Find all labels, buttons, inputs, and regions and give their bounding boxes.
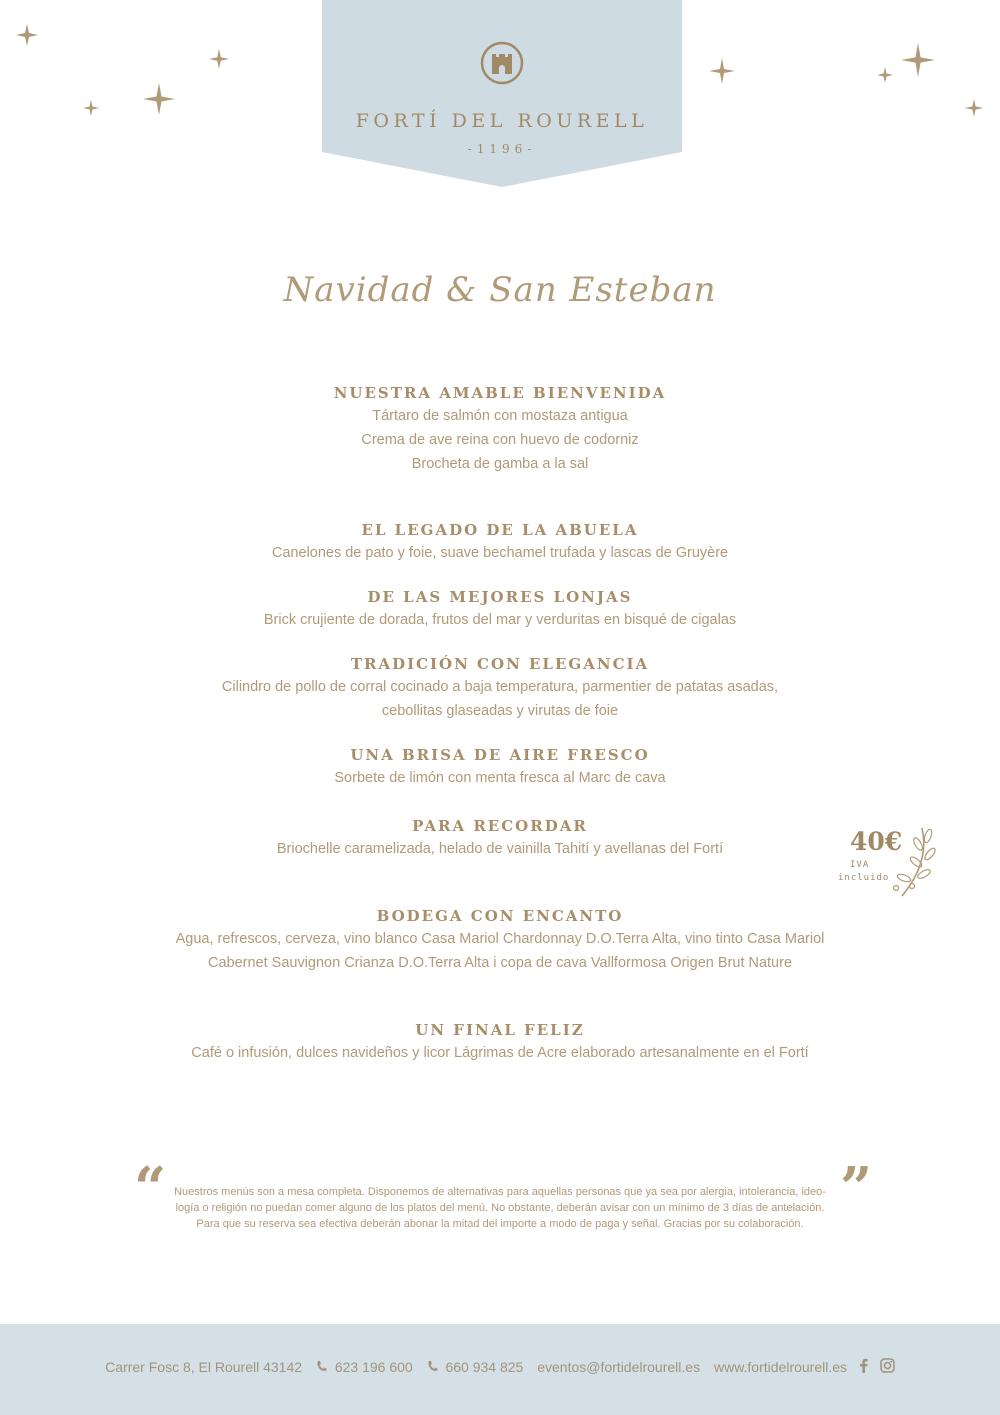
phone-link[interactable]: 660 934 825 bbox=[445, 1359, 524, 1376]
dish-line: cebollitas glaseadas y virutas de foie bbox=[381, 703, 619, 719]
price-tax-label: incluido bbox=[838, 873, 890, 883]
note-line: logía o religión no puedan comer alguno de los platos del menú. No obstante, deberán avisar con un mínimo de 3 días de antelación. bbox=[175, 1202, 825, 1214]
facebook-icon[interactable] bbox=[859, 1358, 868, 1376]
course-heading: EL LEGADO DE LA ABUELA bbox=[361, 521, 639, 539]
course-section bbox=[0, 519, 1000, 565]
star-icon bbox=[876, 66, 894, 84]
course-heading: BODEGA CON ENCANTO bbox=[376, 907, 624, 925]
phone-icon bbox=[316, 1359, 327, 1375]
dish-line: Crema de ave reina con huevo de codorniz bbox=[361, 432, 639, 448]
course-section bbox=[0, 653, 1000, 723]
star-icon bbox=[82, 99, 100, 117]
dish-line: Sorbete de limón con menta fresca al Marc de cava bbox=[334, 770, 666, 786]
website-link[interactable]: www.fortidelrourell.es bbox=[713, 1359, 848, 1376]
dish-line: Brocheta de gamba a la sal bbox=[411, 456, 589, 472]
contact-footer bbox=[0, 1324, 1000, 1415]
course-heading: TRADICIÓN CON ELEGANCIA bbox=[350, 655, 650, 673]
dish-line: Cabernet Sauvignon Crianza D.O.Terra Alta i copa de cava Vallformosa Origen Brut Nature bbox=[207, 955, 793, 971]
dish-line: Agua, refrescos, cerveza, vino blanco Casa Mariol Chardonnay D.O.Terra Alta, vino tinto Casa Mariol bbox=[175, 931, 825, 947]
instagram-icon[interactable] bbox=[880, 1358, 895, 1376]
star-icon bbox=[708, 57, 736, 85]
dish-line: Brick crujiente de dorada, frutos del mar y verduritas en bisqué de cigalas bbox=[263, 612, 737, 628]
founding-year: -1196- bbox=[467, 142, 537, 156]
phone-icon bbox=[427, 1359, 438, 1375]
dish-line: Tártaro de salmón con mostaza antigua bbox=[372, 408, 628, 424]
course-section bbox=[0, 905, 1000, 975]
phone-link[interactable]: 623 196 600 bbox=[334, 1359, 413, 1376]
dish-line: Canelones de pato y foie, suave bechamel trufada y lascas de Gruyère bbox=[271, 545, 729, 561]
course-heading: NUESTRA AMABLE BIENVENIDA bbox=[333, 384, 667, 402]
email-link[interactable]: eventos@fortidelrourell.es bbox=[537, 1359, 701, 1376]
price-amount: 40€ bbox=[850, 827, 903, 856]
brand-name: FORTÍ DEL ROURELL bbox=[355, 110, 649, 132]
course-section bbox=[0, 586, 1000, 632]
star-icon bbox=[900, 42, 936, 78]
course-heading: DE LAS MEJORES LONJAS bbox=[367, 588, 633, 606]
price-badge bbox=[832, 822, 942, 902]
note-line: Para que su reserva sea efectiva deberán abonar la mitad del importe a modo de paga y señal. Gracias por su colaboración. bbox=[196, 1218, 804, 1230]
course-section bbox=[0, 382, 1000, 476]
course-section bbox=[0, 1019, 1000, 1065]
star-icon bbox=[14, 22, 40, 48]
star-icon bbox=[142, 82, 176, 116]
note-line: Nuestros menús son a mesa completa. Disponemos de alternativas para aquellas personas que ya sea por alergia, intolerancia, ideo- bbox=[174, 1186, 826, 1198]
price-tax-label: IVA bbox=[850, 860, 870, 870]
course-section bbox=[0, 744, 1000, 790]
star-icon bbox=[208, 48, 230, 70]
address: Carrer Fosc 8, El Rourell 43142 bbox=[105, 1359, 303, 1376]
olive-branch-icon bbox=[884, 822, 940, 902]
open-quote-icon: “ bbox=[134, 1155, 167, 1221]
course-heading: UN FINAL FELIZ bbox=[415, 1021, 585, 1039]
dish-line: Briochelle caramelizada, helado de vainilla Tahití y avellanas del Fortí bbox=[276, 841, 724, 857]
course-heading: PARA RECORDAR bbox=[412, 817, 588, 835]
reservation-note bbox=[165, 1184, 835, 1232]
course-heading: UNA BRISA DE AIRE FRESCO bbox=[350, 746, 650, 764]
dish-line: Café o infusión, dulces navideños y licor Lágrimas de Acre elaborado artesanalmente en el Fortí bbox=[191, 1045, 809, 1061]
close-quote-icon: ” bbox=[840, 1155, 873, 1221]
menu-title: Navidad & San Esteban bbox=[283, 270, 717, 310]
dish-line: Cilindro de pollo de corral cocinado a baja temperatura, parmentier de patatas asadas, bbox=[221, 679, 779, 695]
castle-logo-icon bbox=[479, 40, 525, 86]
header-banner bbox=[322, 0, 682, 187]
star-icon bbox=[964, 98, 984, 118]
